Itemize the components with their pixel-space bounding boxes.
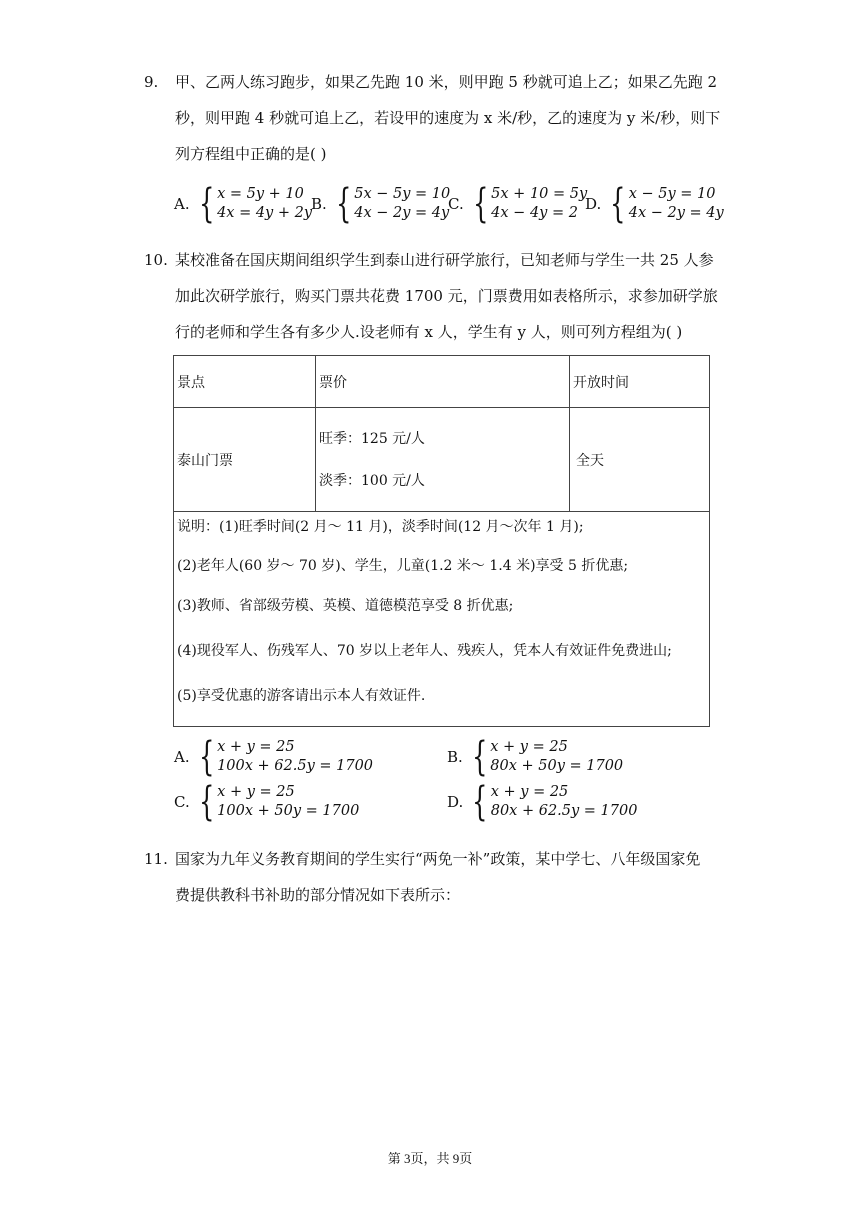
question-number: 9. bbox=[144, 73, 159, 91]
note-line: (5)享受优惠的游客请出示本人有效证件. bbox=[177, 688, 426, 704]
equation: x + y = 25 bbox=[217, 784, 295, 800]
equation: x + y = 25 bbox=[490, 739, 568, 755]
question-text-line: 甲、乙两人练习跑步，如果乙先跑 10 米，则甲跑 5 秒就可追上乙；如果乙先跑 2 bbox=[175, 73, 718, 91]
ticket-price-table bbox=[173, 355, 710, 727]
option-label: D. bbox=[585, 195, 602, 213]
question-text-line: 某校准备在国庆期间组织学生到泰山进行研学旅行，已知老师与学生一共 25 人参 bbox=[175, 251, 714, 269]
option-label: D. bbox=[447, 793, 464, 811]
equation-system bbox=[217, 783, 359, 821]
table-cell-price bbox=[316, 408, 570, 512]
q10-options-row-1 bbox=[174, 734, 624, 780]
option-label: A. bbox=[174, 195, 190, 213]
equation-system bbox=[217, 185, 312, 223]
equation-system bbox=[354, 185, 450, 223]
equation: 4x − 2y = 4y bbox=[628, 205, 724, 221]
question-text-line: 行的老师和学生各有多少人.设老师有 x 人，学生有 y 人，则可列方程组为( ) bbox=[175, 323, 683, 341]
price-off: 淡季：100 元/人 bbox=[319, 472, 425, 489]
question-text-line: 秒，则甲跑 4 秒就可追上乙，若设甲的速度为 x 米/秒，乙的速度为 y 米/秒，则下 bbox=[175, 109, 721, 127]
equation: 4x − 2y = 4y bbox=[354, 205, 450, 221]
equation: 100x + 62.5y = 1700 bbox=[217, 758, 374, 774]
equation: x + y = 25 bbox=[217, 739, 295, 755]
q10-options-row-2 bbox=[174, 779, 638, 825]
q9-options bbox=[174, 181, 724, 227]
equation: x = 5y + 10 bbox=[217, 186, 304, 202]
option-b[interactable] bbox=[447, 734, 624, 780]
equation: x − 5y = 10 bbox=[628, 186, 716, 202]
equation: 80x + 62.5y = 1700 bbox=[490, 803, 638, 819]
table-row bbox=[174, 408, 710, 512]
note-line: (4)现役军人、伤残军人、70 岁以上老年人、残疾人，凭本人有效证件免费进山; bbox=[177, 643, 672, 659]
question-11 bbox=[145, 841, 715, 913]
option-d[interactable] bbox=[585, 181, 724, 227]
price-peak: 旺季：125 元/人 bbox=[319, 430, 425, 447]
note-line: (3)教师、省部级劳模、英模、道德模范享受 8 折优惠; bbox=[177, 598, 514, 614]
table-row bbox=[174, 512, 710, 727]
equation-system bbox=[217, 738, 373, 776]
equation: 5x + 10 = 5y bbox=[491, 186, 588, 202]
equation-system bbox=[490, 738, 623, 776]
option-label: A. bbox=[174, 748, 190, 766]
brace-icon: { bbox=[610, 181, 626, 227]
table-header-cell: 景点 bbox=[174, 356, 316, 408]
brace-icon: { bbox=[471, 734, 488, 780]
question-9 bbox=[144, 64, 721, 172]
option-label: B. bbox=[447, 748, 463, 766]
brace-icon: { bbox=[198, 181, 214, 227]
question-text-line: 国家为九年义务教育期间的学生实行“两免一补”政策，某中学七、八年级国家免 bbox=[175, 850, 701, 868]
table-cell-hours: 全天 bbox=[570, 408, 710, 512]
note-line: 说明：(1)旺季时间(2 月～ 11 月)，淡季时间(12 月～次年 1 月); bbox=[177, 519, 584, 535]
equation: 80x + 50y = 1700 bbox=[490, 758, 624, 774]
equation: 4x = 4y + 2y bbox=[217, 205, 313, 221]
brace-icon: { bbox=[472, 181, 489, 227]
question-number: 11. bbox=[144, 850, 168, 868]
table-notes bbox=[174, 512, 710, 727]
equation: 5x − 5y = 10 bbox=[354, 186, 451, 202]
option-c[interactable] bbox=[448, 181, 588, 227]
question-10 bbox=[144, 242, 718, 350]
question-text-line: 费提供教科书补助的部分情况如下表所示： bbox=[175, 886, 461, 904]
equation: 100x + 50y = 1700 bbox=[217, 803, 360, 819]
option-a[interactable] bbox=[174, 734, 447, 780]
equation: x + y = 25 bbox=[490, 784, 569, 800]
option-label: C. bbox=[174, 793, 190, 811]
question-text-line: 加此次研学旅行，购买门票共花费 1700 元，门票费用如表格所示，求参加研学旅 bbox=[175, 287, 718, 305]
option-b[interactable] bbox=[311, 181, 451, 227]
equation-system bbox=[491, 185, 587, 223]
equation-system bbox=[629, 185, 724, 223]
option-label: B. bbox=[311, 195, 327, 213]
table-header-cell: 票价 bbox=[316, 356, 570, 408]
question-text-line: 列方程组中正确的是( ) bbox=[175, 145, 327, 163]
page-footer: 第 3页，共 9页 bbox=[387, 1151, 473, 1166]
option-label: C. bbox=[448, 195, 464, 213]
table-header-cell: 开放时间 bbox=[570, 356, 710, 408]
equation: 4x − 4y = 2 bbox=[491, 205, 578, 221]
note-line: (2)老年人(60 岁～ 70 岁)、学生，儿童(1.2 米～ 1.4 米)享受 5 折优惠; bbox=[177, 558, 629, 574]
brace-icon: { bbox=[472, 779, 488, 825]
brace-icon: { bbox=[198, 734, 214, 780]
table-row bbox=[174, 356, 710, 408]
brace-icon: { bbox=[198, 779, 215, 825]
question-number: 10. bbox=[144, 251, 168, 269]
option-c[interactable] bbox=[174, 779, 447, 825]
table-cell-site: 泰山门票 bbox=[174, 408, 316, 512]
option-a[interactable] bbox=[174, 181, 313, 227]
option-d[interactable] bbox=[447, 779, 638, 825]
equation-system bbox=[491, 783, 638, 821]
brace-icon: { bbox=[335, 181, 352, 227]
